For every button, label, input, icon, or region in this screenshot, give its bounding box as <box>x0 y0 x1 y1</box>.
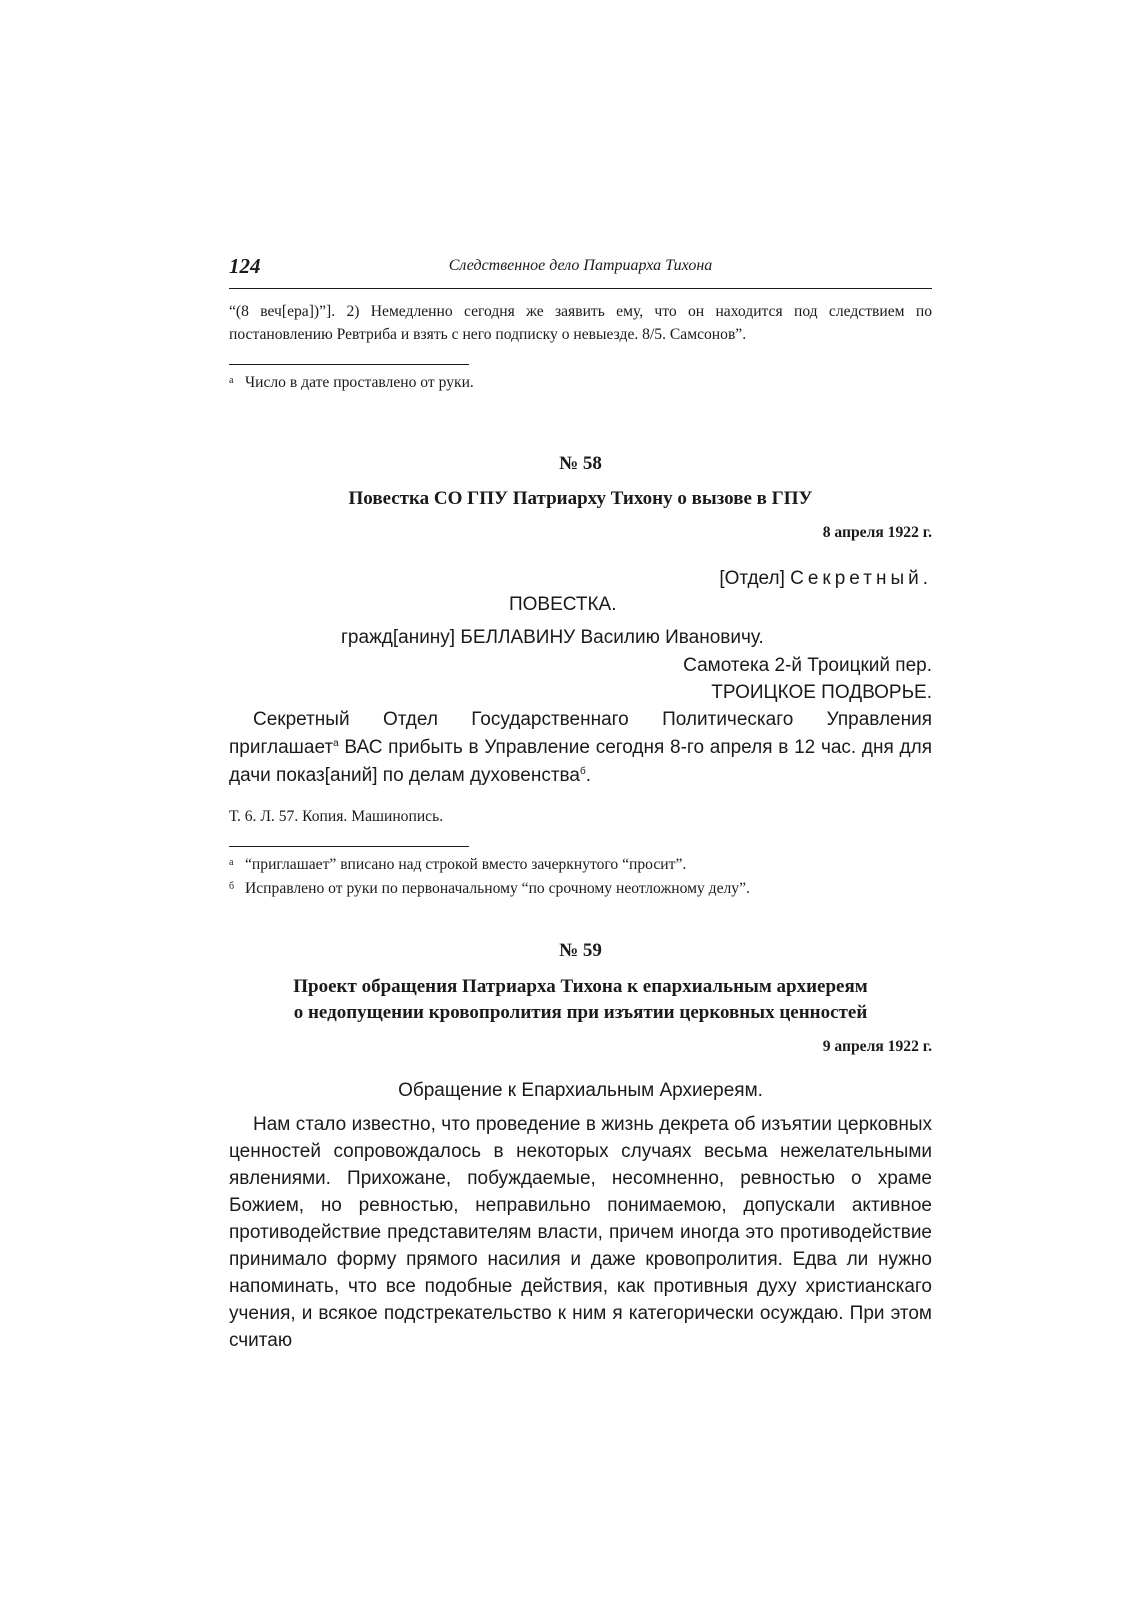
footnote <box>229 875 932 901</box>
footnote-ref: а <box>333 738 339 749</box>
archive-source: Т. 6. Л. 57. Копия. Машинопись. <box>229 808 444 825</box>
running-head <box>229 254 932 289</box>
document-date: 9 апреля 1922 г. <box>822 1038 932 1055</box>
document-number: № 58 <box>559 453 602 474</box>
footnote-text: Число в дате проставлено от руки. <box>245 374 474 391</box>
footnote-text: “приглашает” вписано над строкой вместо зачеркнутого “просит”. <box>245 856 687 873</box>
document-title-line: Проект обращения Патриарха Тихона к епархиальным архиереям <box>293 976 868 997</box>
address-line: Самотека 2-й Троицкий пер. <box>683 655 932 676</box>
body-text: . <box>585 765 591 786</box>
address-heading: Обращение к Епархиальным Архиереям. <box>398 1080 763 1101</box>
footnote-mark: б <box>229 881 235 892</box>
summons-heading: ПОВЕСТКА. <box>509 594 617 615</box>
footnote <box>229 369 932 395</box>
secret-word: Секретный. <box>790 568 932 589</box>
secret-prefix: [Отдел] <box>719 568 791 589</box>
continuation-text: “(8 веч[ера])”]. 2) Немедленно сегодня же заявить ему, что он находится под следствием по постановлению Ревтриба и взять с него подписку о невыезде. 8/5. Самсонов”. <box>229 303 932 343</box>
footnote-rule <box>229 846 469 847</box>
addressee: гражд[анину] БЕЛЛАВИНУ Василию Ивановичу. <box>341 627 764 648</box>
address-body: Нам стало известно, что проведение в жизнь декрета об изъятии церковных ценностей сопровождалось в некоторых случаях весьма нежелательными явлениями. Прихожане, побуждаемые, несомненно, ревностью о храме Божием, но ревностью, неправильно понимаемою, допускали активное противодействие представителям власти, причем иногда это противодействие принимало форму прямого насилия и даже кровопролития. Едва ли нужно напоминать, что все подобные действия, как противныя духу христианскаго учения, и всякое подстрекательство к ним я категорически осуждаю. При этом считаю <box>229 1114 932 1351</box>
document-number: № 59 <box>559 940 602 961</box>
running-title: Следственное дело Патриарха Тихона <box>448 257 713 274</box>
secret-mark <box>229 565 932 593</box>
document-title: Повестка СО ГПУ Патриарху Тихону о вызове в ГПУ <box>348 488 813 509</box>
page-number: 124 <box>229 254 261 278</box>
footnote <box>229 851 932 877</box>
body-text: ВАС прибыть в Управление сегодня 8-го апреля в 12 час. дня для дачи показ[аний] по делам духовенства <box>229 737 932 786</box>
body-text: Секретный Отдел Государственнаго Политическаго Управления приглашает <box>229 709 932 758</box>
summons-body <box>229 706 932 790</box>
address-line: ТРОИЦКОЕ ПОДВОРЬЕ. <box>711 682 932 703</box>
footnote-mark: а <box>229 857 234 868</box>
document-date: 8 апреля 1922 г. <box>822 524 932 541</box>
document-title <box>229 974 932 1026</box>
footnote-rule <box>229 364 469 365</box>
footnote-ref: б <box>579 766 586 777</box>
footnote-text: Исправлено от руки по первоначальному “по срочному неотложному делу”. <box>245 880 750 897</box>
document-title-line: о недопущении кровопролития при изъятии церковных ценностей <box>293 1002 868 1023</box>
footnote-mark: а <box>229 375 234 386</box>
